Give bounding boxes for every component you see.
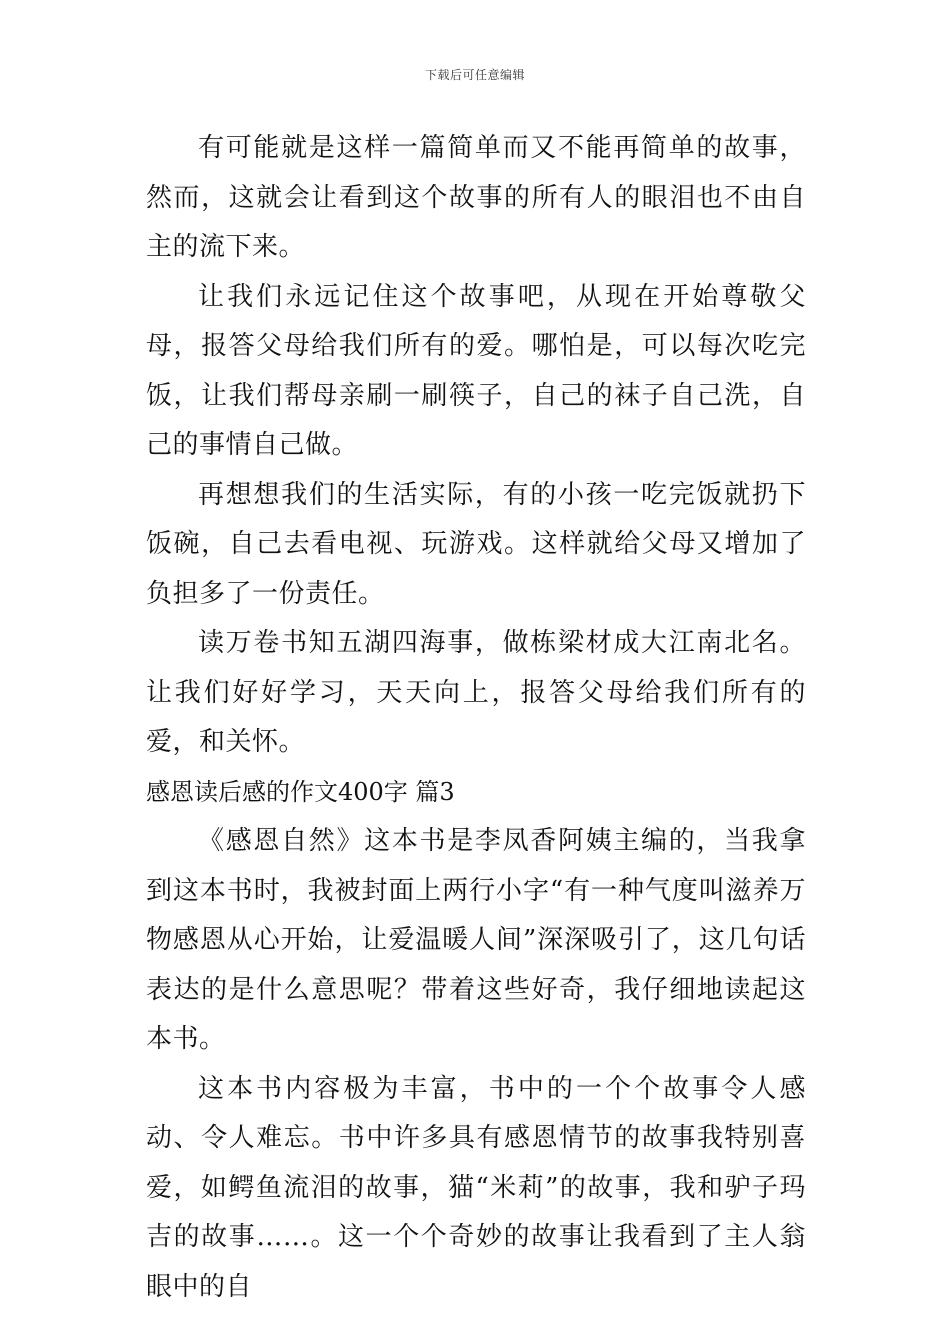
section-paragraph-2: 这本书内容极为丰富，书中的一个个故事令人感动、令人难忘。书中许多具有感恩情节的故事我特别喜爱，如鳄鱼流泪的故事，猫“米莉”的故事，我和驴子玛吉的故事……。这一个个奇妙的故事让我看到了主人翁眼中的自 (146, 1073, 806, 1302)
paragraph-2: 让我们永远记住这个故事吧，从现在开始尊敬父母，报答父母给我们所有的爱。哪怕是，可以每次吃完饭，让我们帮母亲刷一刷筷子，自己的袜子自己洗，自己的事情自己做。 (146, 281, 806, 460)
paragraph-4: 读万卷书知五湖四海事，做栋梁材成大江南北名。让我们好好学习，天天向上，报答父母给我们所有的爱，和关怀。 (146, 628, 806, 757)
section-paragraph-1: 《感恩自然》这本书是李凤香阿姨主编的，当我拿到这本书时，我被封面上两行小字“有一种气度叫滋养万物感恩从心开始，让爱温暖人间”深深吸引了，这几句话表达的是什么意思呢？带着这些好奇，我仔细地读起这本书。 (146, 826, 806, 1054)
section-heading: 感恩读后感的作文400字 篇3 (146, 777, 455, 806)
document-body (146, 124, 806, 1312)
header-note: 下载后可任意编辑 (424, 68, 525, 82)
paragraph-3: 再想想我们的生活实际，有的小孩一吃完饭就扔下饭碗，自己去看电视、玩游戏。这样就给父母又增加了负担多了一份责任。 (146, 479, 806, 609)
paragraph-1: 有可能就是这样一篇简单而又不能再简单的故事，然而，这就会让看到这个故事的所有人的眼泪也不由自主的流下来。 (146, 133, 806, 262)
